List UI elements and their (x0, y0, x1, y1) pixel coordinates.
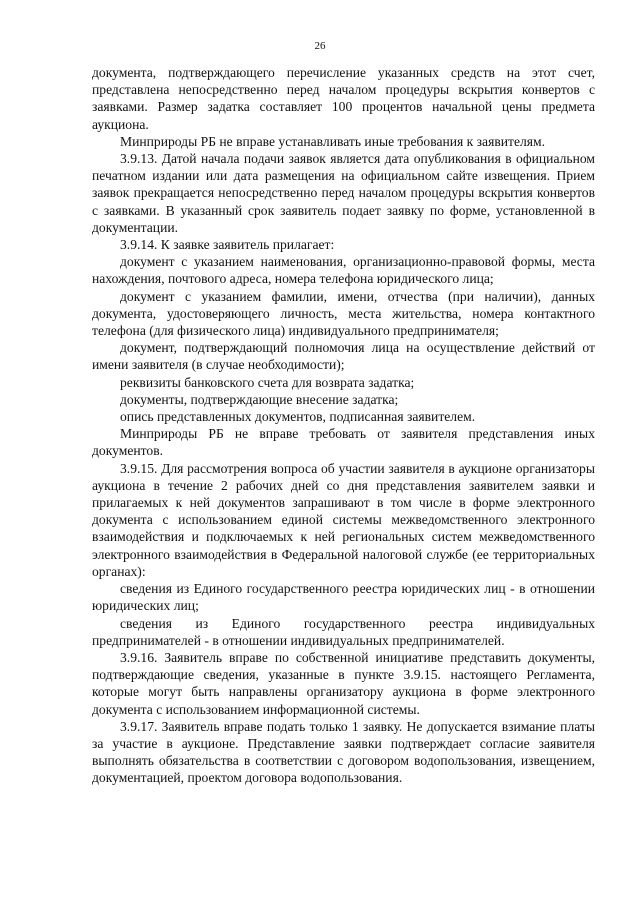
paragraph: 3.9.13. Датой начала подачи заявок является дата опубликования в официальном печатном издании или дата размещения на официальном сайте извещения. Прием заявок прекращается непосредственно перед началом процедуры вскрытия конвертов с заявками. В указанный срок заявитель подает заявку по форме, установленной в документации. (92, 151, 595, 235)
paragraph: документы, подтверждающие внесение задатка; (120, 391, 399, 407)
paragraph: документ с указанием фамилии, имени, отчества (при наличии), данных документа, удостоверяющего личность, места жительства, номера контактного телефона (для физического лица) индивидуального предпринимателя; (92, 288, 595, 339)
paragraph: Минприроды РБ не вправе требовать от заявителя представления иных документов. (92, 426, 595, 459)
page-number: 26 (314, 40, 326, 52)
paragraph: документ с указанием наименования, организационно-правовой формы, места нахождения, почтового адреса, номера телефона юридического лица; (92, 254, 595, 287)
paragraph: опись представленных документов, подписанная заявителем. (120, 409, 476, 425)
paragraph: документа, подтверждающего перечисление указанных средств на этот счет, представлена непосредственно перед началом процедуры вскрытия конвертов с заявками. Размер задатка составляет 100 процентов начальной цены предмета аукциона. (92, 65, 595, 132)
paragraph: документ, подтверждающий полномочия лица на осуществление действий от имени заявителя (в случае необходимости); (92, 340, 595, 373)
paragraph: сведения из Единого государственного реестра индивидуальных предпринимателей - в отношении индивидуальных предпринимателей. (92, 615, 595, 648)
paragraph: 3.9.14. К заявке заявитель прилагает: (120, 237, 335, 253)
paragraph: 3.9.15. Для рассмотрения вопроса об участии заявителя в аукционе организаторы аукциона в течение 2 рабочих дней со дня представления заявителем заявки и прилагаемых к ней документов запрашивают в том числе в форме электронного документа с использованием единой системы межведомственного электронного взаимодействия и подключаемых к ней региональных систем межведомственного электронного взаимодействия в Федеральной налоговой службе (ее территориальных органах): (92, 460, 595, 579)
paragraph: реквизиты банковского счета для возврата задатка; (120, 374, 415, 390)
paragraph: 3.9.16. Заявитель вправе по собственной инициативе представить документы, подтверждающие сведения, указанные в пункте 3.9.15. настоящего Регламента, которые могут быть направлены организатору аукциона в форме электронного документа с использованием информационной системы. (92, 649, 595, 717)
document-body (92, 64, 595, 787)
paragraph: Минприроды РБ не вправе устанавливать иные требования к заявителям. (120, 133, 546, 149)
paragraph: сведения из Единого государственного реестра юридических лиц - в отношении юридических лиц; (92, 581, 595, 614)
paragraph: 3.9.17. Заявитель вправе подать только 1 заявку. Не допускается взимание платы за участие в аукционе. Представление заявки подтверждает согласие заявителя выполнять обязательства в соответствии с договором водопользования, извещением, документацией, проектом договора водопользования. (92, 718, 595, 786)
